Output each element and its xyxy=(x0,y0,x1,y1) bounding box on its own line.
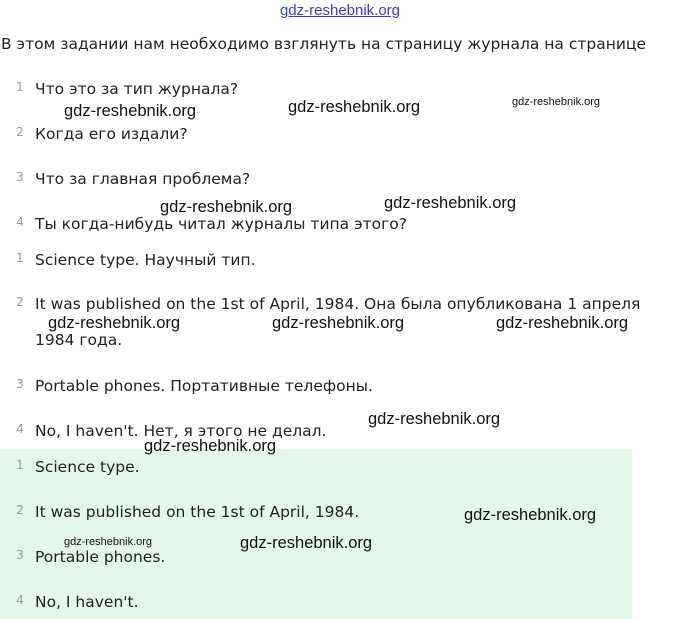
watermark: gdz-reshebnik.org xyxy=(240,534,373,552)
item-number: 2 xyxy=(16,125,24,139)
final-answer-text: Science type. xyxy=(35,458,140,476)
site-header-link[interactable]: gdz-reshebnik.org xyxy=(279,2,401,19)
item-number: 2 xyxy=(16,503,24,517)
watermark: gdz-reshebnik.org xyxy=(368,410,501,428)
watermark: gdz-reshebnik.org xyxy=(288,98,421,116)
item-number: 1 xyxy=(16,251,24,265)
item-number: 1 xyxy=(16,458,24,472)
final-answer-text: It was published on the 1st of April, 1984. xyxy=(35,503,360,521)
task-intro: В этом задании нам необходимо взглянуть на страницу журнала на странице xyxy=(1,35,647,53)
watermark: gdz-reshebnik.org xyxy=(512,96,601,108)
question-text: Когда его издали? xyxy=(35,125,188,143)
item-number: 4 xyxy=(16,422,24,436)
watermark: gdz-reshebnik.org xyxy=(272,314,405,332)
answer-text: Science type. Научный тип. xyxy=(35,251,256,269)
final-answer-text: Portable phones. xyxy=(35,548,166,566)
item-number: 4 xyxy=(16,215,24,229)
watermark: gdz-reshebnik.org xyxy=(384,194,517,212)
answer-text: It was published on the 1st of April, 1984. Она была опубликована 1 апреля 1984 года. xyxy=(35,295,641,349)
watermark: gdz-reshebnik.org xyxy=(64,102,197,120)
watermark: gdz-reshebnik.org xyxy=(160,198,293,216)
question-text: Ты когда-нибудь читал журналы типа этого? xyxy=(35,215,407,233)
watermark: gdz-reshebnik.org xyxy=(64,536,153,548)
question-text: Что это за тип журнала? xyxy=(35,80,239,98)
item-number: 1 xyxy=(16,80,24,94)
watermark: gdz-reshebnik.org xyxy=(144,437,277,455)
answer-text: No, I haven't. Нет, я этого не делал. xyxy=(35,422,327,440)
item-number: 3 xyxy=(16,377,24,391)
watermark: gdz-reshebnik.org xyxy=(48,314,181,332)
item-number: 2 xyxy=(16,295,24,309)
final-answer-text: No, I haven't. xyxy=(35,593,139,611)
answer-text: Portable phones. Портативные телефоны. xyxy=(35,377,373,395)
item-number: 4 xyxy=(16,593,24,607)
watermark: gdz-reshebnik.org xyxy=(496,314,629,332)
question-text: Что за главная проблема? xyxy=(35,170,251,188)
item-number: 3 xyxy=(16,548,24,562)
item-number: 3 xyxy=(16,170,24,184)
watermark: gdz-reshebnik.org xyxy=(464,506,597,524)
